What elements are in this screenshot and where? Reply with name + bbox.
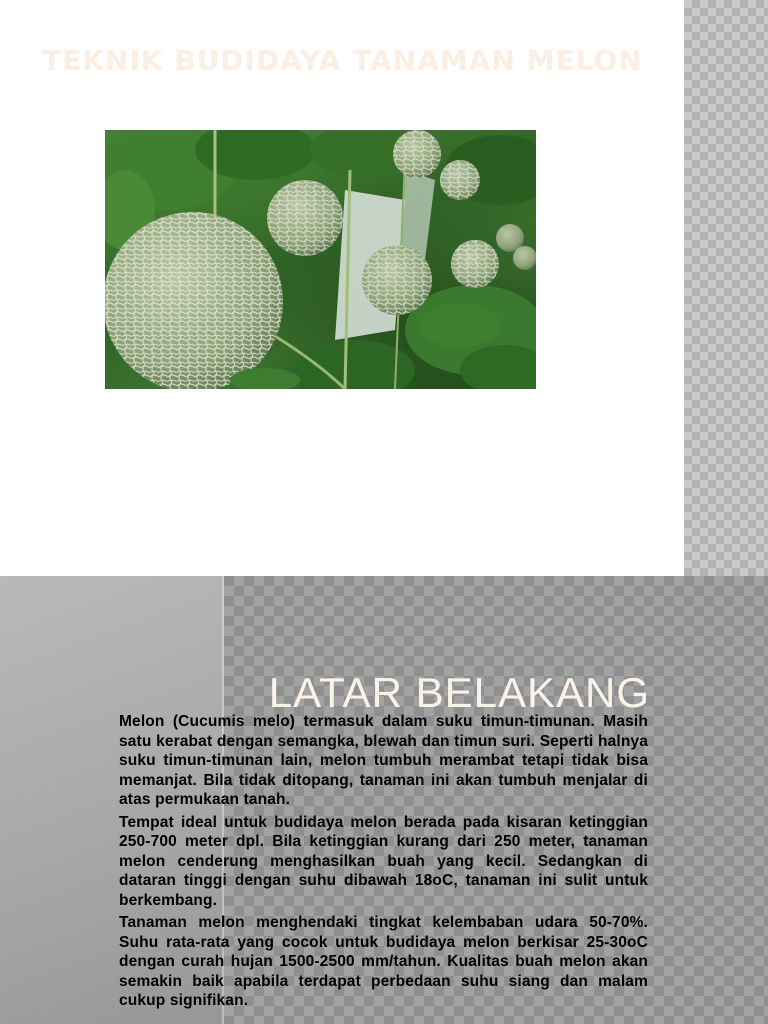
paragraph: Tempat ideal untuk budidaya melon berada pada kisaran ketinggian 250-700 meter dpl. Bila ketinggian kurang dari 250 meter, tanaman melon cenderung menghasilkan buah yang kecil. Sedangkan di dataran tinggi dengan suhu dibawah 18oC, tanaman ini sulit untuk berkembang. bbox=[119, 813, 648, 909]
slide-latar-belakang bbox=[0, 576, 768, 1024]
section-heading: LATAR BELAKANG bbox=[268, 669, 650, 716]
body-text bbox=[119, 712, 648, 1014]
melon-photo bbox=[105, 130, 536, 389]
paragraph: Melon (Cucumis melo) termasuk dalam suku timun-timunan. Masih satu kerabat dengan semangka, blewah dan timun suri. Seperti halnya suku timun-timunan lain, melon tumbuh merambat tetapi tidak bisa memanjat. Bila tidak ditopang, tanaman ini akan tumbuh menjalar di atas permukaan tanah. bbox=[119, 713, 648, 808]
paragraph: Tanaman melon menghendaki tingkat kelembaban udara 50-70%. Suhu rata-rata yang cocok untuk budidaya melon berkisar 25-30oC dengan curah hujan 1500-2500 mm/tahun. Kualitas buah melon akan semakin baik apabila terdapat perbedaan suhu siang dan malam cukup signifikan. bbox=[119, 914, 648, 1009]
slide-title-text: TEKNIK BUDIDAYA TANAMAN MELON bbox=[42, 44, 643, 77]
side-pattern-strip bbox=[684, 0, 768, 576]
